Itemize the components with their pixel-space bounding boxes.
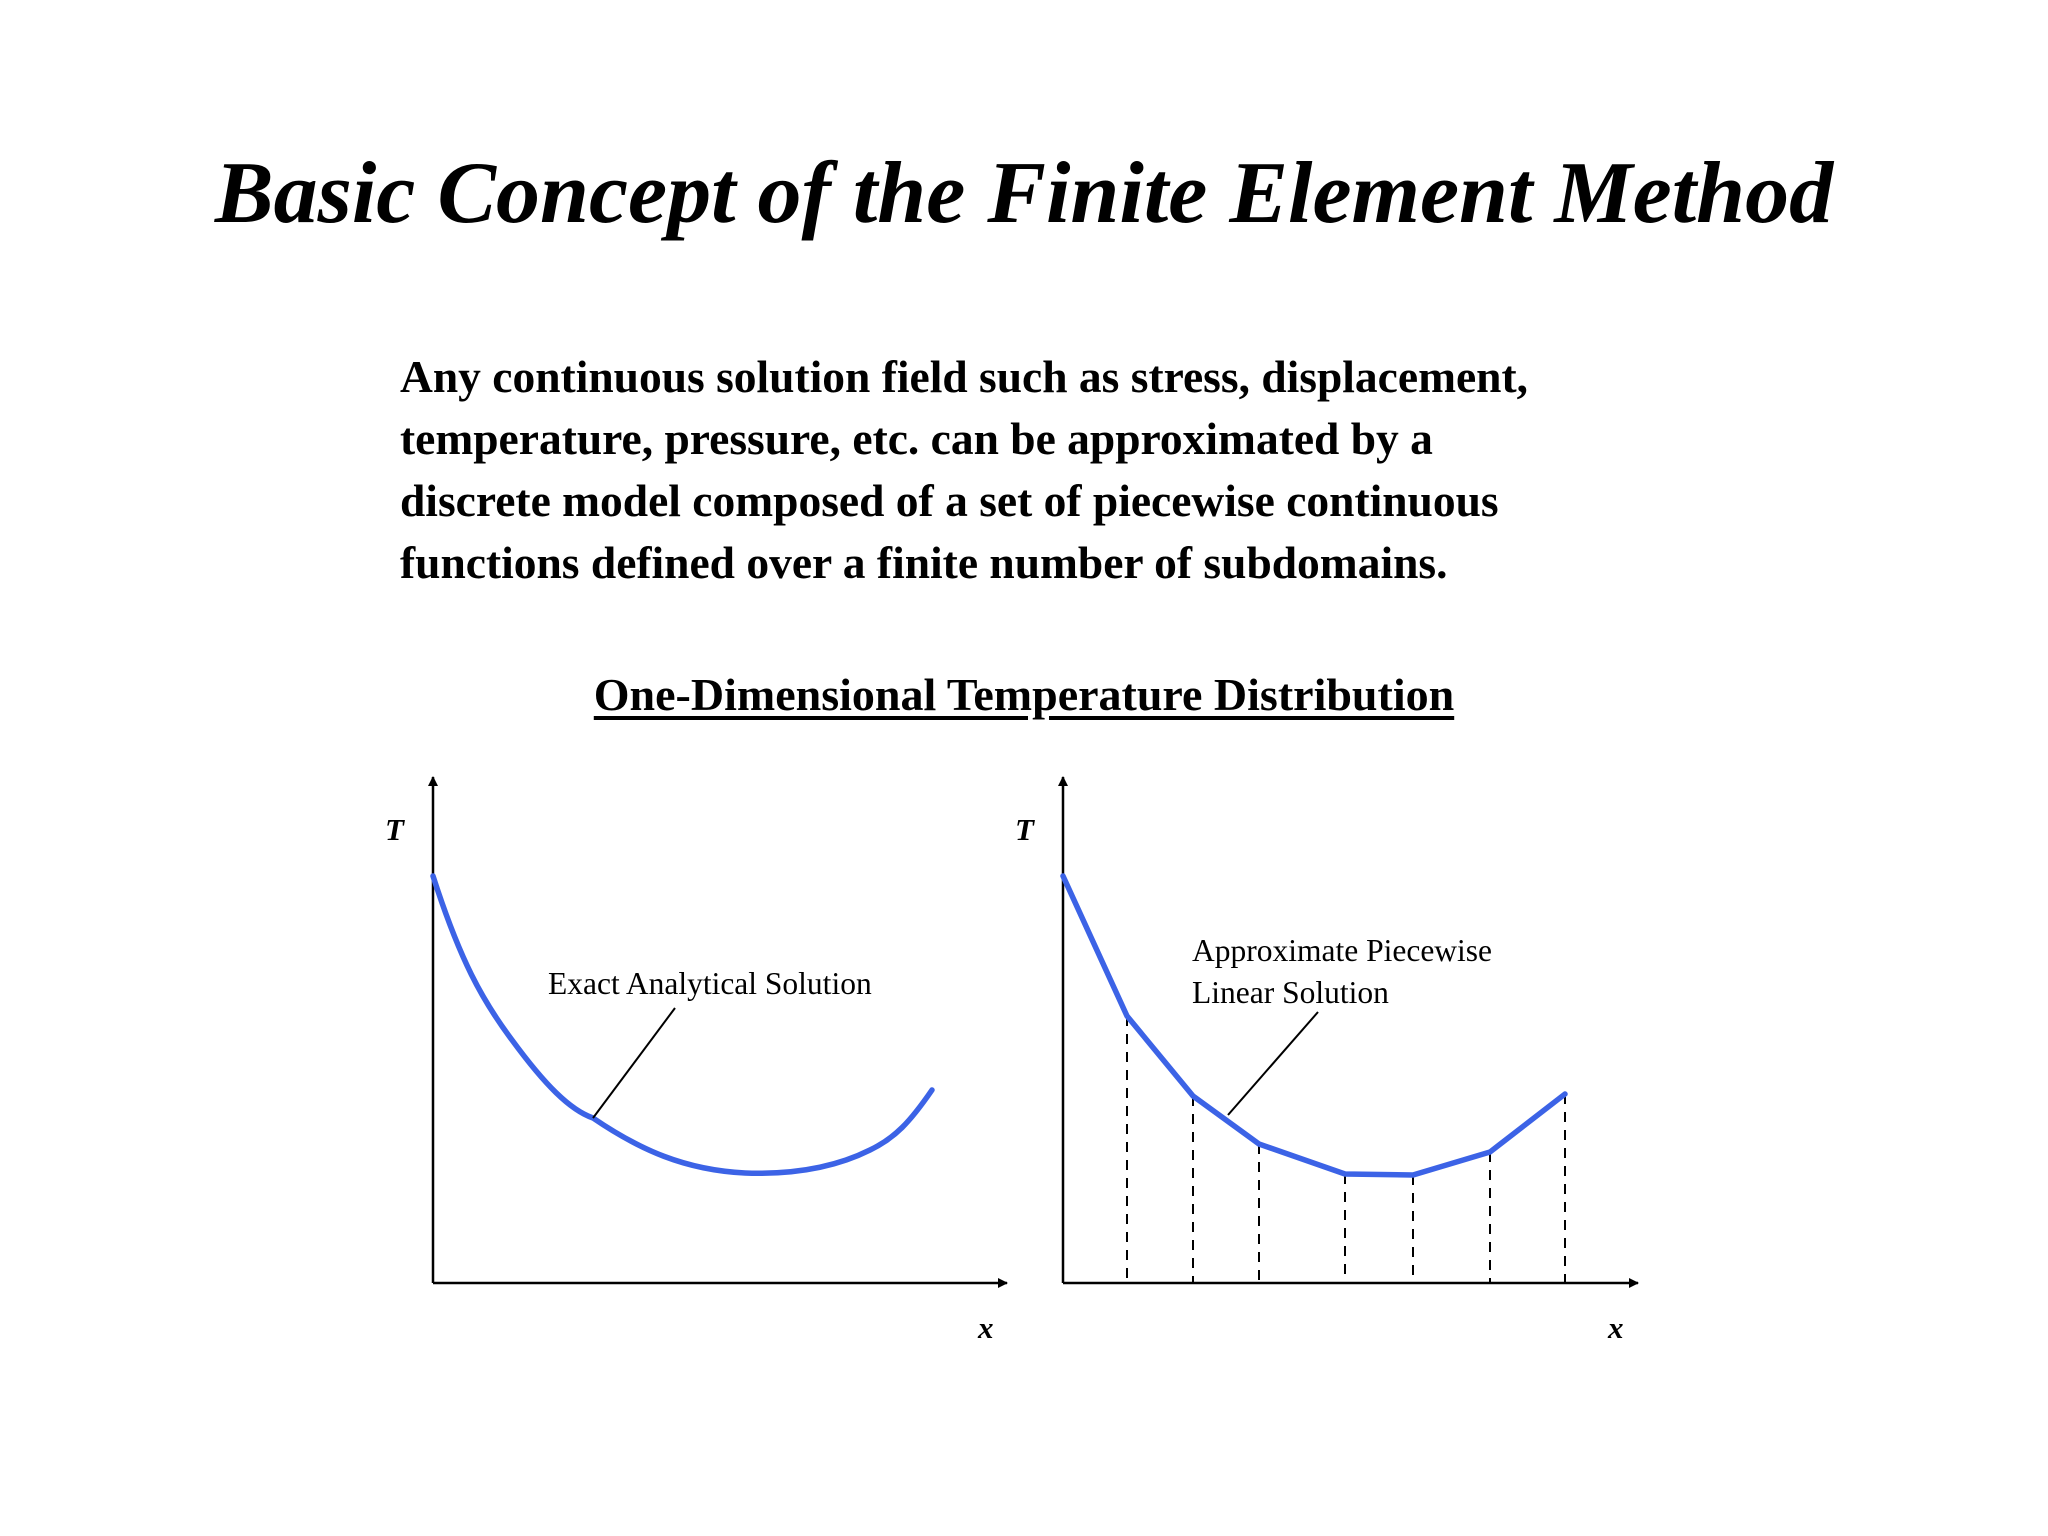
piecewise-solution-diagram [1015,777,1638,1345]
exact-solution-diagram [385,777,1007,1345]
figure-heading: One-Dimensional Temperature Distribution [593,669,1455,720]
exact-solution-label: Exact Analytical Solution [548,966,872,1001]
left-x-axis-label: x [978,1310,994,1345]
left-y-axis-label: T [385,812,404,847]
right-x-axis-label: x [1608,1310,1624,1345]
slide-title: Basic Concept of the Finite Element Method [214,145,1834,242]
body-line: discrete model composed of a set of piecewise continuous [400,475,1499,526]
piecewise-solution-label-line2: Linear Solution [1192,975,1389,1010]
right-y-axis-label: T [1015,812,1034,847]
body-line: Any continuous solution field such as stress, displacement, [400,351,1528,402]
piecewise-solution-line [1063,876,1565,1175]
element-divider-lines [1127,1016,1565,1283]
body-line: functions defined over a finite number of subdomains. [400,537,1448,588]
piecewise-solution-label-line1: Approximate Piecewise [1192,933,1493,968]
exact-solution-curve [433,876,932,1173]
body-line: temperature, pressure, etc. can be approximated by a [400,413,1433,464]
piecewise-solution-leader-line [1228,1012,1318,1115]
exact-solution-leader-line [593,1008,675,1118]
